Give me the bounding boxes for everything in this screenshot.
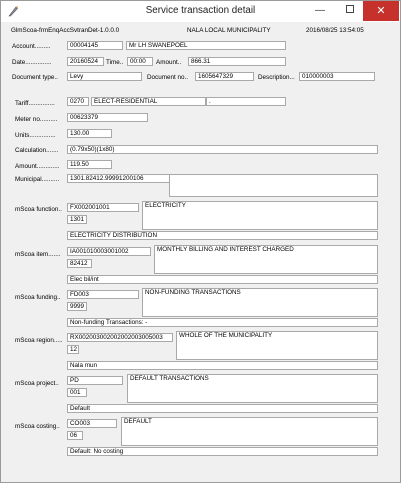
units-field[interactable]: 130.00 (67, 129, 112, 138)
time-field[interactable]: 00:00 (127, 57, 153, 66)
scoa-project-sub-field[interactable]: 001 (67, 388, 87, 397)
scoa-region-full-field[interactable]: Nala mun (67, 361, 378, 370)
scoa-project-desc-field[interactable]: DEFAULT TRANSACTIONS (127, 374, 378, 403)
description-label: Description... (258, 74, 295, 81)
scoa-region-sub-field[interactable]: 12 (67, 345, 79, 354)
document-no-field[interactable]: 1605647329 (195, 72, 254, 81)
scoa-funding-full-field[interactable]: Non-funding Transactions: - (67, 318, 378, 327)
scoa-funding-label: mScoa funding.. (15, 294, 61, 301)
scoa-item-sub-field[interactable]: 82412 (67, 259, 92, 268)
scoa-function-label: mScoa function.. (15, 206, 62, 213)
maximize-button[interactable] (336, 1, 364, 21)
scoa-funding-code-field[interactable]: FD003 (67, 290, 139, 299)
scoa-project-code-field[interactable]: PD (67, 376, 123, 385)
scoa-function-code-field[interactable]: FX002001001 (67, 203, 139, 212)
scoa-function-full-field[interactable]: ELECTRICITY DISTRIBUTION (67, 231, 378, 240)
municipal-label: Municipal.......... (15, 176, 60, 183)
account-number-field[interactable]: 00004145 (67, 41, 123, 50)
document-type-label: Document type.. (12, 74, 58, 81)
scoa-costing-desc-field[interactable]: DEFAULT (121, 417, 378, 446)
date-label: Date............... (12, 59, 52, 66)
amount-top-label: Amount.. (156, 59, 182, 66)
scoa-item-code-field[interactable]: IA001010003001002 (67, 247, 151, 256)
description-field[interactable]: 010000003 (299, 72, 375, 81)
form-id-label: GlmScoa-frmEnqAccSvtranDet-1.0.0.0 (11, 27, 120, 34)
window-title: Service transaction detail (145, 5, 256, 16)
scoa-region-code-field[interactable]: RX002003002002002003005003 (67, 333, 173, 342)
municipality-label: NALA LOCAL MUNICIPALITY (187, 27, 271, 34)
municipal-desc-field[interactable] (169, 174, 378, 197)
calculation-label: Calculation....... (15, 147, 59, 154)
account-label: Account......... (12, 43, 51, 50)
scoa-project-full-field[interactable]: Default (67, 404, 378, 413)
tariff-extra-field[interactable]: . (206, 97, 286, 106)
tariff-label: Tariff............... (15, 100, 55, 107)
scoa-item-full-field[interactable]: Elec bil/int (67, 275, 378, 284)
close-button[interactable]: ✕ (363, 1, 399, 21)
scoa-funding-desc-field[interactable]: NON-FUNDING TRANSACTIONS (142, 288, 378, 317)
tariff-code-field[interactable]: 0270 (67, 97, 89, 106)
meter-field[interactable]: 00623379 (67, 113, 148, 122)
scoa-costing-full-field[interactable]: Default: No costing (67, 447, 378, 456)
scoa-region-label: mScoa region..... (15, 337, 63, 344)
scoa-funding-sub-field[interactable]: 9999 (67, 302, 87, 311)
time-label: Time.. (106, 59, 124, 66)
minimize-button[interactable]: — (315, 5, 325, 16)
scoa-function-sub-field[interactable]: 1301 (67, 215, 87, 224)
title-bar[interactable] (1, 1, 400, 22)
document-no-label: Document no.. (147, 74, 188, 81)
tariff-desc-field[interactable]: ELECT-RESIDENTIAL (91, 97, 206, 106)
scoa-function-desc-field[interactable]: ELECTRICITY (142, 201, 378, 230)
scoa-costing-label: mScoa costing.. (15, 423, 60, 430)
date-field[interactable]: 20160524 (67, 57, 104, 66)
meter-label: Meter no.......... (15, 116, 58, 123)
amount-label: Amount............. (15, 163, 60, 170)
scoa-item-label: mScoa item....... (15, 251, 61, 258)
units-label: Units............... (15, 132, 56, 139)
scoa-region-desc-field[interactable]: WHOLE OF THE MUNICIPALITY (176, 331, 378, 360)
amount-top-field[interactable]: 866.31 (188, 57, 286, 66)
maximize-icon (346, 5, 354, 13)
form-body (5, 22, 396, 480)
amount-field[interactable]: 119.50 (67, 160, 112, 169)
municipal-field[interactable]: 1301.82412.99991200106 (67, 174, 170, 183)
scoa-item-desc-field[interactable]: MONTHLY BILLING AND INTEREST CHARGED (154, 245, 378, 274)
account-name-field[interactable]: Mr LH SWANEPOEL (126, 41, 286, 50)
scoa-project-label: mScoa project.. (15, 380, 59, 387)
datetime-label: 2016/08/25 13:54:05 (306, 27, 364, 34)
document-type-field[interactable]: Levy (67, 72, 142, 81)
calculation-field[interactable]: (0.79x50)(1x80) (67, 145, 378, 154)
scoa-costing-sub-field[interactable]: 06 (67, 431, 83, 440)
scoa-costing-code-field[interactable]: CO003 (67, 419, 117, 428)
